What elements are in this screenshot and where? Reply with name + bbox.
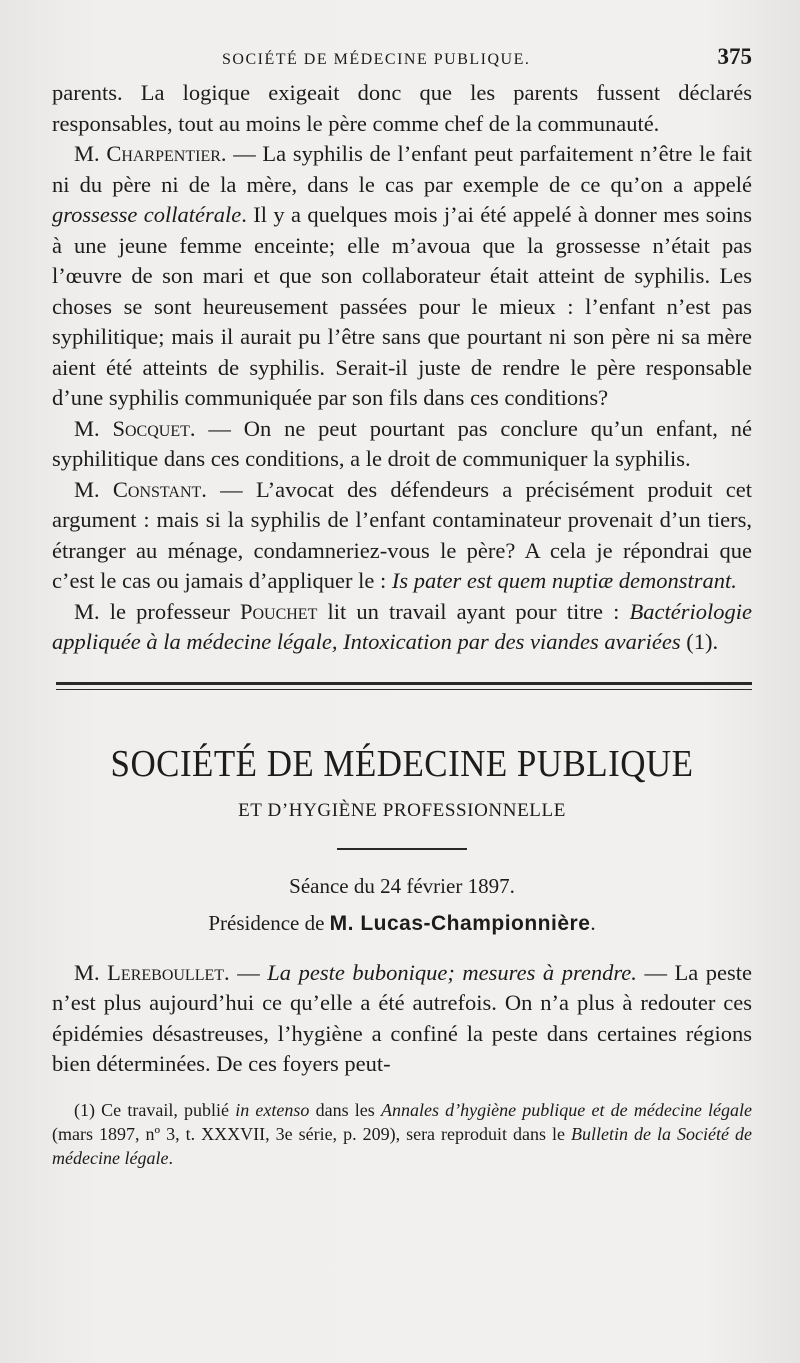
paragraph-constant: M. Constant. — L’avocat des défendeurs a précisément produit cet argument : mais si la syphilis de l’enfant contaminateur provenait d’un tiers, étranger au ménage, condamneriez-vous le père? A cela je répondrai que c’est le cas ou jamais d’appliquer le : Is pater est quem nuptiæ demonstrant.	[52, 476, 752, 593]
speaker-name: M. Charpentier.	[74, 141, 227, 166]
page-number: 375	[717, 44, 752, 69]
running-title: SOCIÉTÉ DE MÉDECINE PUBLIQUE.	[222, 51, 531, 68]
speaker-name: M. Lereboullet.	[74, 959, 230, 985]
short-rule	[337, 848, 467, 850]
paragraph-socquet: M. Socquet. — On ne peut pourtant pas conclure qu’un enfant, né syphilitique dans ces conditions, a le droit de communiquer la syphilis.	[52, 415, 752, 471]
paragraph-pouchet: M. le professeur Pouchet lit un travail ayant pour titre : Bactériologie appliquée à la médecine légale, Intoxication par des viandes avariées (1).	[52, 598, 752, 654]
talk-title: La peste bubonique; mesures à prendre.	[267, 959, 637, 985]
paragraph-continuation: parents. La logique exigeait donc que les parents fussent déclarés responsables, tout au moins le père comme chef de la communauté.	[52, 80, 752, 136]
section-subtitle: ET D’HYGIÈNE PROFESSIONNELLE	[238, 799, 566, 821]
section-title: SOCIÉTÉ DE MÉDECINE PUBLIQUE	[110, 742, 694, 785]
president-name: M. Lucas-Championnière	[329, 911, 591, 935]
latin-quote: Is pater est quem nuptiæ demonstrant.	[391, 568, 737, 593]
speaker-name: M. Constant.	[74, 476, 207, 502]
section-divider	[56, 682, 752, 690]
paragraph-charpentier: M. Charpentier. — La syphilis de l’enfant peut parfaitement n’être le fait ni du père ni de la mère, dans le cas par exemple de ce qu’on a appelé grossesse collatérale. Il y a quelques mois j’ai été appelé à donner mes soins à une jeune femme enceinte; elle m’avoua que la grossesse n’était pas l’œuvre de son mari et que son collaborateur était atteint de syphilis. Les choses se sont heureusement passées pour le mieux : l’enfant n’est pas syphilitique; mais il aurait pu l’être sans que pourtant ni son père ni sa mère aient été atteints de syphilis. Serait-il juste de rendre le père responsable d’une syphilis communiquée par son fils dans ces conditions?	[52, 141, 752, 410]
footnote: (1) Ce travail, publié in extenso dans les Annales d’hygiène publique et de médecine légale (mars 1897, nº 3, t. XXXVII, 3e série, p. 209), sera reproduit dans le Bulletin de la Société de médecine légale.	[52, 1099, 753, 1168]
speaker-name: Pouchet	[239, 598, 318, 624]
paragraph-lereboullet: M. Lereboullet. — La peste bubonique; mesures à prendre. — La peste n’est plus aujourd’hui ce qu’elle a été autrefois. On n’a plus à redouter ces épidémies désastreuses, l’hygiène a confiné la peste dans certaines régions bien déterminées. De ces foyers peut-	[52, 959, 753, 1076]
section-body	[52, 958, 752, 1080]
session-date: Séance du 24 février 1897.	[289, 873, 515, 898]
speaker-name: M. Socquet.	[74, 415, 196, 441]
work-title: Bactériologie appliquée à la médecine légale, Intoxication par des viandes avariées	[52, 598, 752, 654]
presidency-line: Présidence de M. Lucas-Championnière.	[208, 910, 596, 935]
running-head	[222, 44, 752, 70]
emphasis: grossesse collatérale	[52, 202, 242, 227]
